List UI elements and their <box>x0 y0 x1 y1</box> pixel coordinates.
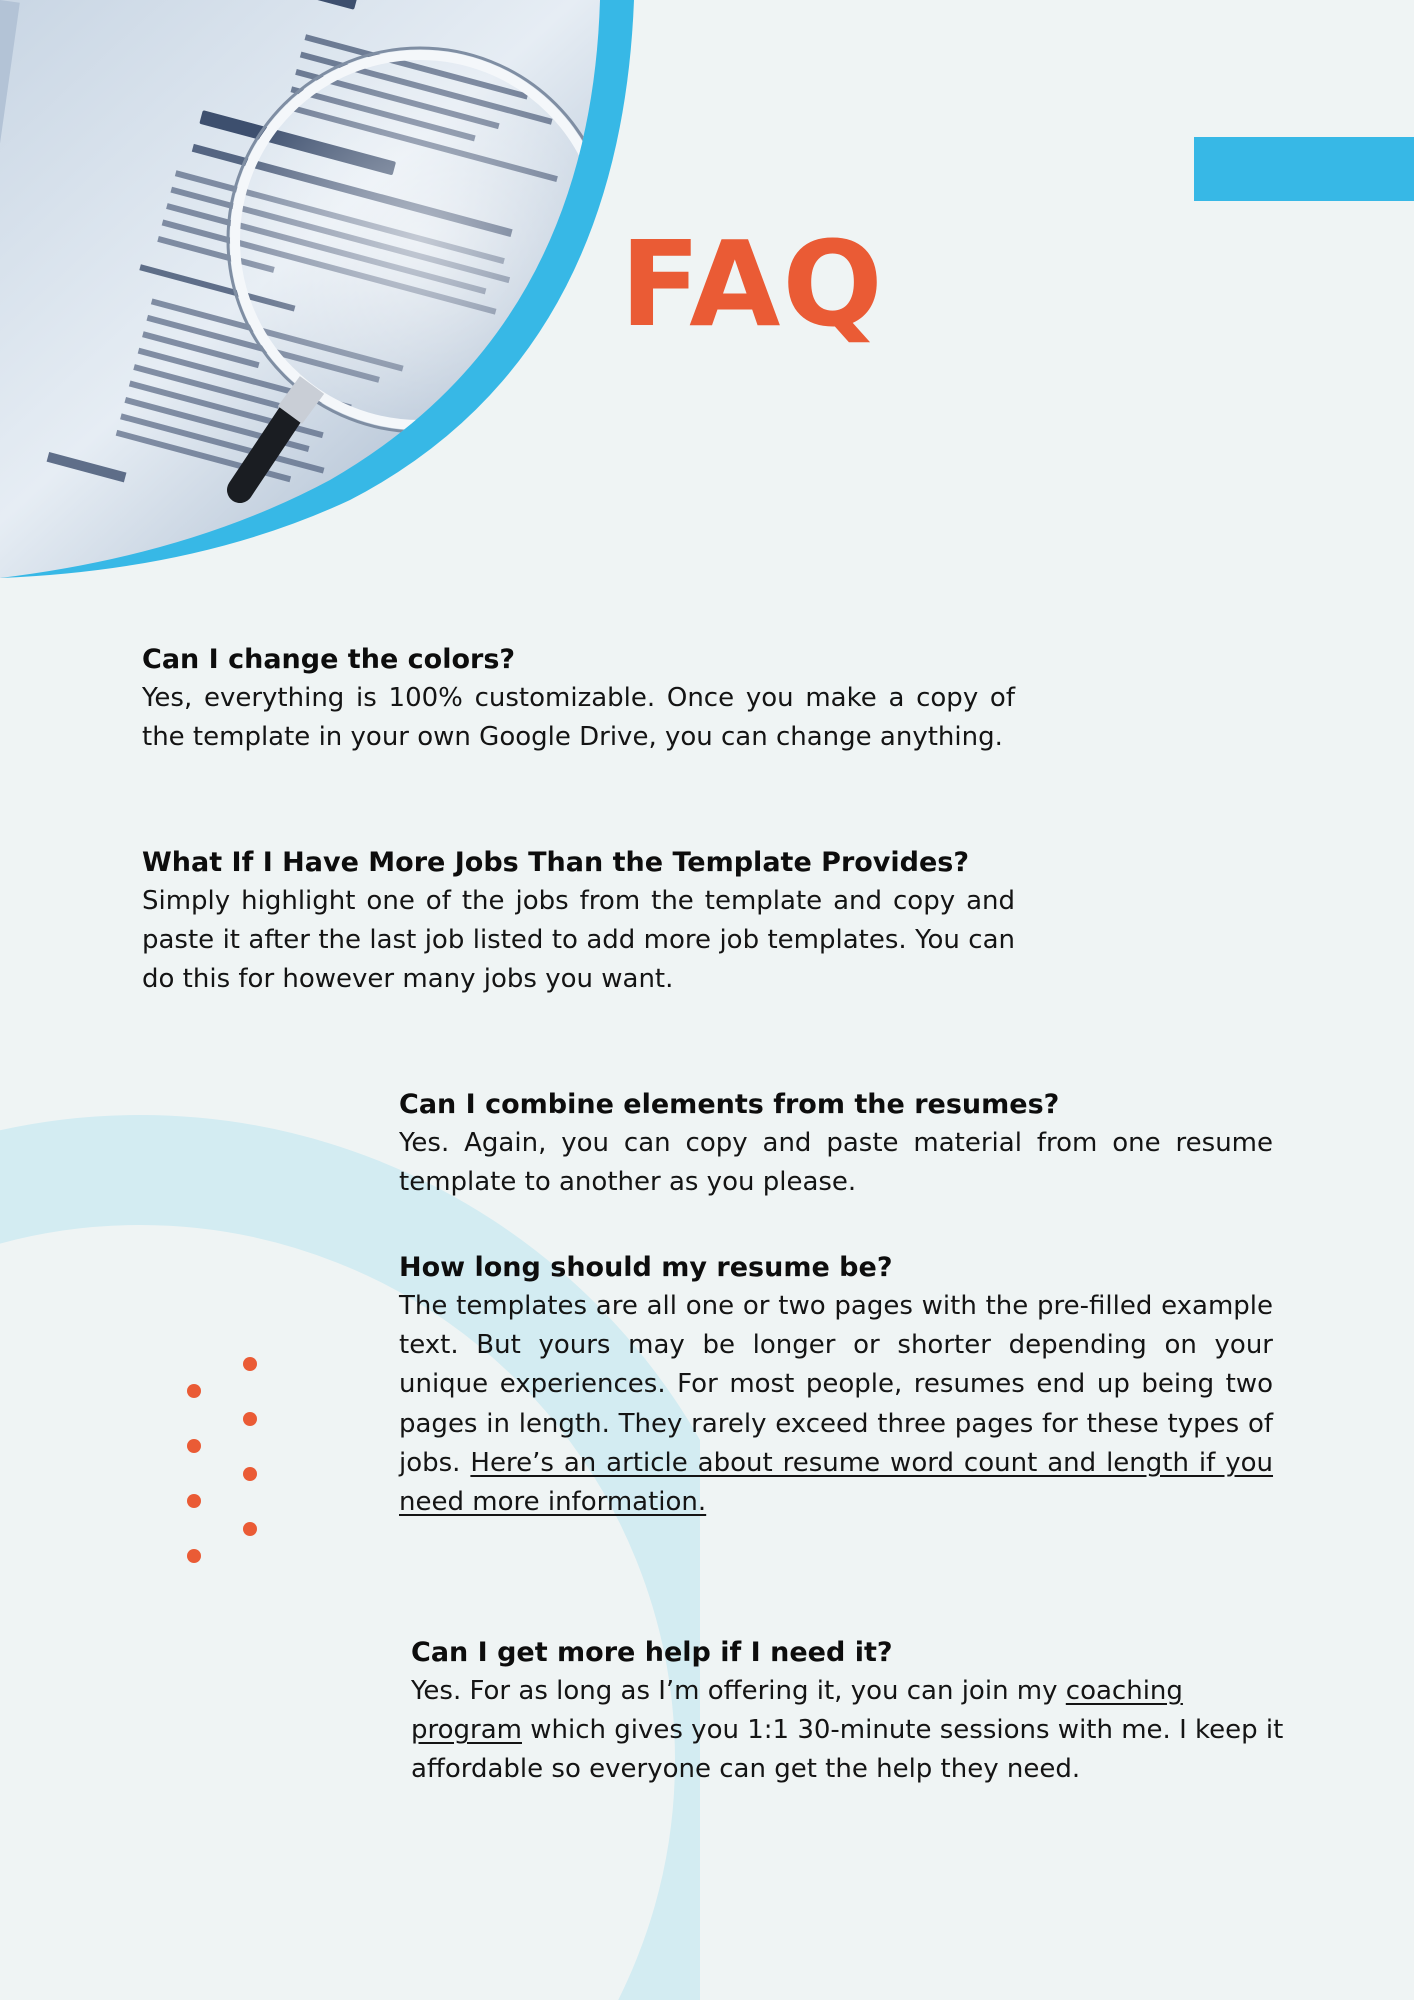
faq-item-combine <box>399 1085 1273 1202</box>
faq-answer: The templates are all one or two pages with the pre-filled example text. But yours may be longer or shorter depending on your unique experiences. For most people, resumes end up being two pages in length. They rarely exceed three pages for these types of jobs. <box>399 1291 1273 1478</box>
decorative-dots <box>170 1350 270 1570</box>
resume-length-article-link[interactable]: Here’s an article about resume word count and length if you need more information. <box>399 1447 1274 1518</box>
faq-answer: Yes. Again, you can copy and paste material from one resume template to another as you please. <box>399 1128 1273 1198</box>
faq-question: Can I combine elements from the resumes? <box>399 1089 1060 1120</box>
faq-answer-block <box>411 1672 1287 1790</box>
faq-question: Can I change the colors? <box>142 644 516 675</box>
faq-item-resume-length <box>399 1248 1273 1522</box>
faq-item-colors <box>142 640 1015 757</box>
faq-item-more-jobs <box>142 843 1015 1000</box>
faq-answer-end: which gives you 1:1 30-minute sessions with me. I keep it affordable so everyone can get the help they need. <box>411 1715 1284 1785</box>
accent-bar <box>1194 137 1414 201</box>
faq-answer-block <box>399 1287 1273 1522</box>
coaching-program-link[interactable]: coaching program <box>411 1676 1183 1746</box>
hero-photo <box>0 0 640 580</box>
faq-answer: Yes, everything is 100% customizable. Once you make a copy of the template in your own Google Drive, you can change anything. <box>142 683 1015 753</box>
page-title: FAQ <box>620 215 885 353</box>
faq-answer: Simply highlight one of the jobs from the template and copy and paste it after the last job listed to add more job templates. You can do this for however many jobs you want. <box>142 886 1015 995</box>
faq-question: Can I get more help if I need it? <box>411 1637 893 1668</box>
faq-question: How long should my resume be? <box>399 1252 893 1283</box>
faq-item-help <box>411 1633 1287 1790</box>
faq-answer-start: Yes. For as long as I’m offering it, you can join my <box>411 1676 1058 1706</box>
faq-question: What If I Have More Jobs Than the Template Provides? <box>142 847 970 878</box>
